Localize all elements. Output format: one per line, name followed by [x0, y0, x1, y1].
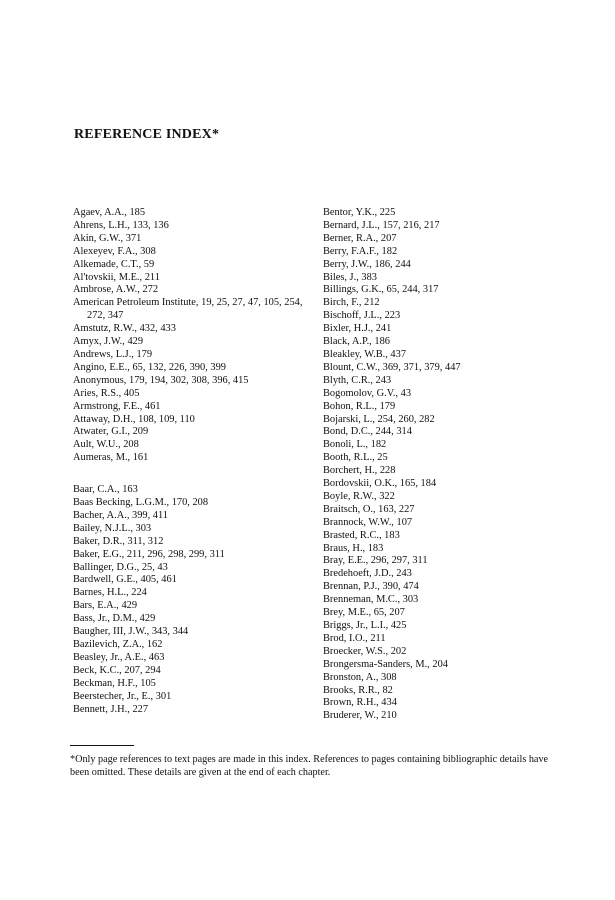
index-entry: American Petroleum Institute, 19, 25, 27, 47, 105, 254, 272, 347 — [73, 297, 303, 322]
index-entry: Bardwell, G.E., 405, 461 — [73, 574, 177, 586]
footnote: *Only page references to text pages are made in this index. References to pages containing bibliographic details have been omitted. These details are given at the end of each chapter. — [70, 754, 549, 779]
index-entry: Bohon, R.L., 179 — [323, 400, 396, 412]
index-entry: Baugher, III, J.W., 343, 344 — [73, 626, 189, 638]
index-entry: Brannock, W.W., 107 — [323, 516, 413, 528]
index-entry: Brey, M.E., 65, 207 — [323, 607, 405, 619]
index-entry: Bogomolov, G.V., 43 — [323, 387, 412, 399]
index-entry: Ambrose, A.W., 272 — [73, 284, 159, 296]
index-entry: Baker, D.R., 311, 312 — [73, 535, 164, 547]
index-entry: Bennett, J.H., 227 — [73, 703, 149, 715]
index-entry: Brongersma-Sanders, M., 204 — [323, 658, 448, 670]
index-entry: Briggs, Jr., L.I., 425 — [323, 620, 407, 631]
index-entry: Birch, F., 212 — [323, 297, 380, 309]
index-entry: Al'tovskii, M.E., 211 — [73, 271, 160, 283]
index-entry: Bailey, N.J.L., 303 — [73, 522, 152, 534]
index-entry: Booth, R.L., 25 — [323, 452, 388, 464]
index-entry: Black, A.P., 186 — [323, 336, 390, 348]
footnote-rule — [70, 745, 134, 746]
index-entry: Berry, F.A.F., 182 — [323, 245, 398, 257]
index-entry: Braus, H., 183 — [323, 542, 384, 554]
index-entry: Brod, I.O., 211 — [323, 632, 386, 644]
index-entry: Bacher, A.A., 399, 411 — [73, 509, 169, 521]
index-entry: Beasley, Jr., A.E., 463 — [73, 651, 165, 663]
index-entry: Brasted, R.C., 183 — [323, 529, 400, 541]
index-entry: Aries, R.S., 405 — [73, 387, 140, 399]
index-entry: Agaev, A.A., 185 — [73, 207, 146, 218]
index-entry: Baas Becking, L.G.M., 170, 208 — [73, 497, 209, 509]
index-entry: Atwater, G.I., 209 — [73, 426, 149, 438]
index-entry: Bass, Jr., D.M., 429 — [73, 613, 156, 625]
index-entry: Bernard, J.L., 157, 216, 217 — [323, 219, 440, 231]
index-entry: Boyle, R.W., 322 — [323, 490, 395, 502]
index-entry: Berry, J.W., 186, 244 — [323, 258, 411, 270]
index-entry: Andrews, L.J., 179 — [73, 348, 153, 360]
index-entry: Akin, G.W., 371 — [73, 232, 142, 244]
index-entry: Bruderer, W., 210 — [323, 710, 397, 722]
index-entry: Biles, J., 383 — [323, 271, 377, 283]
index-entry: Bojarski, L., 254, 260, 282 — [323, 413, 435, 425]
index-entry: Anonymous, 179, 194, 302, 308, 396, 415 — [73, 374, 249, 386]
index-entry: Brenneman, M.C., 303 — [323, 594, 419, 606]
index-entry: Bronston, A., 308 — [323, 671, 397, 683]
index-column-right — [323, 207, 568, 723]
index-entry: Attaway, D.H., 108, 109, 110 — [73, 413, 195, 425]
index-entry: Amyx, J.W., 429 — [73, 336, 144, 348]
index-entry: Bordovskii, O.K., 165, 184 — [323, 478, 437, 490]
index-entry: Bleakley, W.B., 437 — [323, 348, 407, 360]
index-column-left — [73, 207, 313, 716]
index-entry: Bentor, Y.K., 225 — [323, 207, 396, 218]
index-entry: Blyth, C.R., 243 — [323, 374, 392, 386]
index-entry: Bredehoeft, J.D., 243 — [323, 568, 412, 580]
index-entry: Brown, R.H., 434 — [323, 697, 397, 709]
index-entry: Baar, C.A., 163 — [73, 484, 138, 496]
index-entry: Bond, D.C., 244, 314 — [323, 426, 412, 438]
index-entry: Beerstecher, Jr., E., 301 — [73, 690, 172, 702]
index-entry: Alexeyev, F.A., 308 — [73, 245, 156, 257]
index-entry: Broecker, W.S., 202 — [323, 645, 407, 657]
index-entry: Aumeras, M., 161 — [73, 452, 149, 464]
index-entry: Brooks, R.R., 82 — [323, 684, 393, 696]
index-entry: Armstrong, F.E., 461 — [73, 400, 161, 412]
page-title: REFERENCE INDEX* — [74, 127, 220, 142]
letter-group-gap — [73, 465, 313, 484]
index-entry: Bischoff, J.L., 223 — [323, 310, 401, 322]
index-entry: Bixler, H.J., 241 — [323, 323, 392, 335]
index-entry: Braitsch, O., 163, 227 — [323, 503, 415, 515]
index-entry: Bazilevich, Z.A., 162 — [73, 639, 163, 650]
index-entry: Amstutz, R.W., 432, 433 — [73, 323, 176, 335]
index-entry: Beckman, H.F., 105 — [73, 677, 156, 689]
index-entry: Ault, W.U., 208 — [73, 439, 139, 451]
index-entry: Billings, G.K., 65, 244, 317 — [323, 284, 439, 296]
index-entry: Ahrens, L.H., 133, 136 — [73, 219, 169, 231]
index-entry: Bars, E.A., 429 — [73, 600, 138, 612]
index-entry: Bonoli, L., 182 — [323, 439, 387, 451]
index-entry: Blount, C.W., 369, 371, 379, 447 — [323, 361, 461, 373]
index-entry: Brennan, P.J., 390, 474 — [323, 581, 419, 593]
index-entry: Berner, R.A., 207 — [323, 232, 397, 244]
index-entry: Angino, E.E., 65, 132, 226, 390, 399 — [73, 361, 226, 373]
index-entry: Borchert, H., 228 — [323, 465, 396, 477]
index-entry: Barnes, H.L., 224 — [73, 587, 147, 599]
index-entry: Baker, E.G., 211, 296, 298, 299, 311 — [73, 548, 225, 560]
index-entry: Ballinger, D.G., 25, 43 — [73, 561, 168, 573]
index-entry: Bray, E.E., 296, 297, 311 — [323, 555, 428, 567]
index-entry: Beck, K.C., 207, 294 — [73, 664, 161, 676]
index-entry: Alkemade, C.T., 59 — [73, 258, 155, 270]
